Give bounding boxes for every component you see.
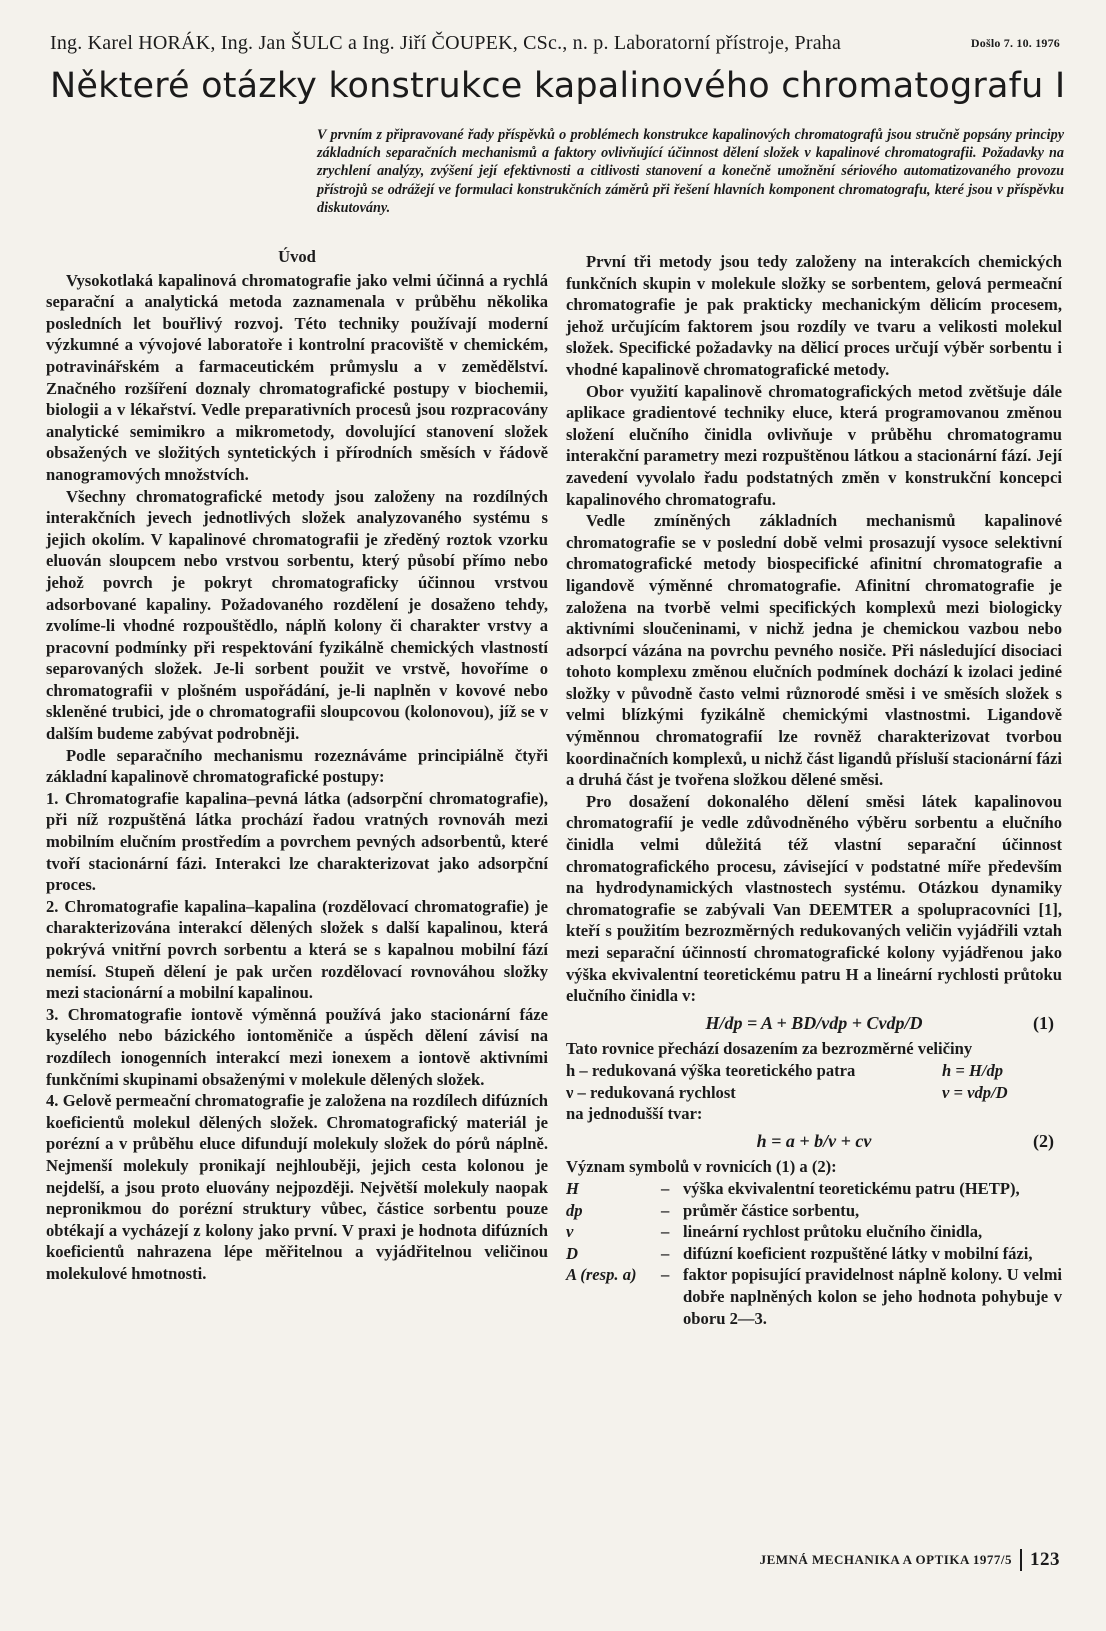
paragraph: Vedle zmíněných základních mechanismů kapalinové chromatografie se v poslední době velmi prosazují vysoce selektivní chromatografické metody biospecifické afinitní chromatografie a ligandově výměnné chromatografie. Afinitní chromatografie je založena na tvorbě velmi specifických komplexů mezi biologicky aktivními sloučeninami, v nichž jedna je chemickou vazbou nebo adsorpcí vázána na povrchu pevného nosiče. Při následující disociaci tohoto komplexu změnou elučních podmínek dochází k izolaci jediné složky v původně často velmi různorodé směsi i ve směsích složek s velmi blízkými fyzikálně chemickými vlastnostmi. Ligandově výměnnou chromatografií lze rovněž charakterizovat tvorbou koordinačních komplexů, u nichž část ligandů přísluší stacionární fázi a druhá část je tvořena složkou dělené směsi. bbox=[566, 511, 1062, 790]
list-item: 3. Chromatografie iontově výměnná používá jako stacionární fáze kyselého nebo bázického iontoměniče a úspěch dělení závisí na rozdílech ionogenních interakcí mezi ionexem a iontově aktivními funkčními skupinami obsaženými v molekule dělených složek. bbox=[46, 1004, 548, 1089]
symbol: A (resp. a) bbox=[566, 1265, 637, 1285]
paragraph: Všechny chromatografické metody jsou založeny na rozdílných interakčních jevech jednotlivých složek analyzovaného systému s jejich okolím. V kapalinové chromatografii je zředěný roztok vzorku eluován sloupcem nebo vrstvou sorbentu, který působí přímo nebo jehož povrch je pokryt chromatograficky účinnou vrstvou adsorbované kapaliny. Požadovaného rozdělení je dosaženo tehdy, zvolíme-li vhodné rozpouštědlo, náplň kolony či charakter vrstvy a pracovní podmínky při respektování fyzikálně chemických vlastností separovaných složek. Je-li sorbent použit ve vrstvě, hovoříme o chromatografii v plošném uspořádání, je-li naplněn v kovové nebo skleněné trubici, jde o chromatografii sloupcovou (kolonovou), jíž se v dalším budeme zabývat podrobněji. bbox=[46, 486, 548, 744]
definition-v-equation: ν = vdp/D bbox=[942, 1082, 1008, 1102]
list-item: 2. Chromatografie kapalina–kapalina (rozdělovací chromatografie) je charakterizována interakcí dělených složek s další kapalinou, která pokrývá vnitřní povrch sorbentu a která se s kapalnou mobilní fází nemísí. Stupeň dělení je pak určen rozdělovací rovnováhou složky mezi stacionární a mobilní kapalinou. bbox=[46, 896, 548, 1003]
symbol: dp bbox=[566, 1200, 583, 1220]
definition-h-label: h – redukovaná výška teoretického patra bbox=[566, 1060, 856, 1080]
symbol-dash: – bbox=[661, 1200, 670, 1220]
symbol: D bbox=[566, 1243, 578, 1263]
list-item: 4. Gelově permeační chromatografie je založena na rozdílech difúzních koeficientů molekul dělených složek. Chromatografický materiál je porézní a v průběhu eluce difundují molekuly složek do pórů náplně. Nejmenší molekuly pronikají nejhlouběji, jejich cesta kolonou je nejdelší, a jsou proto eluovány nejpozději. Největší molekuly naopak nepronikmou do porézní struktury vůbec, částice sorbentu pouze obtékají a vycházejí z kolony jako první. V praxi je hodnota difúzních koeficientů nahrazena lépe měřitelnou a vyjádřitelnou veličinou molekulové hmotnosti. bbox=[46, 1091, 548, 1283]
symbol-row bbox=[566, 1178, 1062, 1200]
paragraph: Obor využití kapalinově chromatografických metod zvětšuje dále aplikace gradientové techniky eluce, která programovanou změnou složení elučního činidla ovlivňuje v průběhu chromatogramu interakční parametry mezi rozpuštěnou látkou a stacionární fází. Její zavedení vyvolalo řadu podstatných změn v konstrukční koncepci kapalinového chromatografu. bbox=[566, 381, 1062, 509]
symbol: v bbox=[566, 1222, 574, 1242]
equation-2-number: (2) bbox=[1033, 1130, 1054, 1151]
symbol-dash: – bbox=[661, 1178, 670, 1198]
equation-2 bbox=[566, 1131, 1062, 1153]
article-header bbox=[50, 32, 1060, 55]
journal-name: JEMNÁ MECHANIKA A OPTIKA 1977/5 bbox=[759, 1552, 1012, 1567]
article-title: Některé otázky konstrukce kapalinového chromatografu I bbox=[50, 66, 1066, 106]
symbol-row bbox=[566, 1200, 1062, 1222]
symbol-dash: – bbox=[661, 1243, 670, 1263]
symbol-description: faktor popisující pravidelnost náplně kolony. U velmi dobře naplněných kolon se jeho hodnota pohybuje v oboru 2—3. bbox=[683, 1265, 1062, 1328]
abstract: V prvním z připravované řady příspěvků o problémech konstrukce kapalinových chromatografů jsou stručně popsány principy základních separačních mechanismů a faktory ovlivňující účinnost dělení složek v kapalinové chromatografii. Požadavky na zrychlení analýzy, zvýšení její efektivnosti a citlivosti stanovení a konečně umožnění sériového automatizovaného provozu přístrojů se odrážejí ve formulaci konstrukčních záměrů při řešení hlavních komponent chromatografu, které jsou v příspěvku diskutovány. bbox=[317, 127, 1064, 216]
symbol-description: lineární rychlost průtoku elučního činidla, bbox=[683, 1222, 983, 1242]
paragraph: Význam symbolů v rovnicích (1) a (2): bbox=[566, 1157, 837, 1177]
paragraph: na jednodušší tvar: bbox=[566, 1104, 703, 1124]
symbol-dash: – bbox=[661, 1265, 670, 1285]
equation-1-number: (1) bbox=[1033, 1012, 1054, 1033]
symbol-description: difúzní koeficient rozpuštěné látky v mobilní fázi, bbox=[683, 1243, 1033, 1263]
definition-h bbox=[566, 1060, 1062, 1082]
paragraph: Vysokotlaká kapalinová chromatografie jako velmi účinná a rychlá separační a analytická metoda zaznamenala v průběhu několika posledních let bouřlivý rozvoj. Této techniky používají moderní výzkumné a vývojové laboratoře i kontrolní pracoviště v chemickém, potravinářském a farmaceutickém průmyslu a v zemědělství. Značného rozšíření doznaly chromatografické postupy v biochemii, biologii a v lékařství. Vedle preparativních procesů jsou rozpracovány analytické semimikro a mikrometody, dovolující stanovení složek obsažených ve složitých syntetických i přírodních směsích v řádově nanogramových množstvích. bbox=[46, 270, 548, 484]
definition-h-equation: h = H/dp bbox=[942, 1060, 1004, 1080]
symbol-row bbox=[566, 1221, 1062, 1243]
page-number: 123 bbox=[1030, 1549, 1060, 1570]
footer-divider bbox=[1020, 1549, 1022, 1571]
section-heading-uvod: Úvod bbox=[278, 247, 316, 266]
definition-v-label: ν – redukovaná rychlost bbox=[566, 1082, 736, 1102]
received-date: Došlo 7. 10. 1976 bbox=[970, 36, 1060, 50]
left-column bbox=[46, 246, 548, 1285]
symbol-table bbox=[566, 1178, 1062, 1329]
symbol-dash: – bbox=[661, 1222, 670, 1242]
equation-1-body: H/dp = A + BD/vdp + Cvdp/D bbox=[705, 1012, 923, 1033]
symbol-row bbox=[566, 1243, 1062, 1265]
page-footer bbox=[760, 1549, 1060, 1571]
paragraph: První tři metody jsou tedy založeny na interakcích chemických funkčních skupin v molekule složky se sorbentem, gelová permeační chromatografie je pak prakticky mechanickým dělicím procesem, jehož určujícím faktorem jsou rozdíly ve tvaru a velikosti molekul složek. Specifické požadavky na dělicí proces určují výběr sorbentu i vhodné kapalinově chromatografické metody. bbox=[566, 252, 1062, 379]
equation-2-body: h = a + b/ν + cν bbox=[756, 1130, 872, 1151]
paragraph: Pro dosažení dokonalého dělení směsi látek kapalinovou chromatografií je vedle zdůvodněného výběru sorbentu a elučního činidla velmi důležitá též vlastní separační účinnost chromatografického procesu, závisející v podstatné míře především na hydrodynamických vlastnostech systému. Otázkou dynamiky chromatografie se zabývali Van DEEMTER a spolupracovníci [1], kteří s použitím bezrozměrných redukovaných veličin vyjádřili vztah mezi separační účinností chromatografické kolony vyjádřenou jako výška ekvivalentní teoretickému patru H a lineární rychlosti průtoku elučního činidla v: bbox=[566, 791, 1062, 1006]
definition-v bbox=[566, 1082, 1062, 1104]
list-item: 1. Chromatografie kapalina–pevná látka (adsorpční chromatografie), při níž rozpuštěná látka prochází řadou vratných rovnováh mezi mobilním elučním prostředím a povrchem pevných adsorbentů, které tvoří stacionární fázi. Interakci lze charakterizovat jako adsorpční proces. bbox=[46, 788, 548, 895]
authors-line: Ing. Karel HORÁK, Ing. Jan ŠULC a Ing. Jiří ČOUPEK, CSc., n. p. Laboratorní přístroje, Praha bbox=[50, 32, 842, 54]
symbol-row bbox=[566, 1264, 1062, 1329]
paragraph: Podle separačního mechanismu rozeznáváme principiálně čtyři základní kapalinově chromatografické postupy: bbox=[46, 745, 548, 787]
symbol-description: průměr částice sorbentu, bbox=[683, 1200, 860, 1220]
equation-1 bbox=[566, 1013, 1062, 1035]
right-column bbox=[566, 251, 1062, 1329]
paragraph: Tato rovnice přechází dosazením za bezrozměrné veličiny bbox=[566, 1039, 973, 1059]
symbol-description: výška ekvivalentní teoretickému patru (HETP), bbox=[683, 1178, 1020, 1198]
symbol: H bbox=[566, 1178, 579, 1198]
